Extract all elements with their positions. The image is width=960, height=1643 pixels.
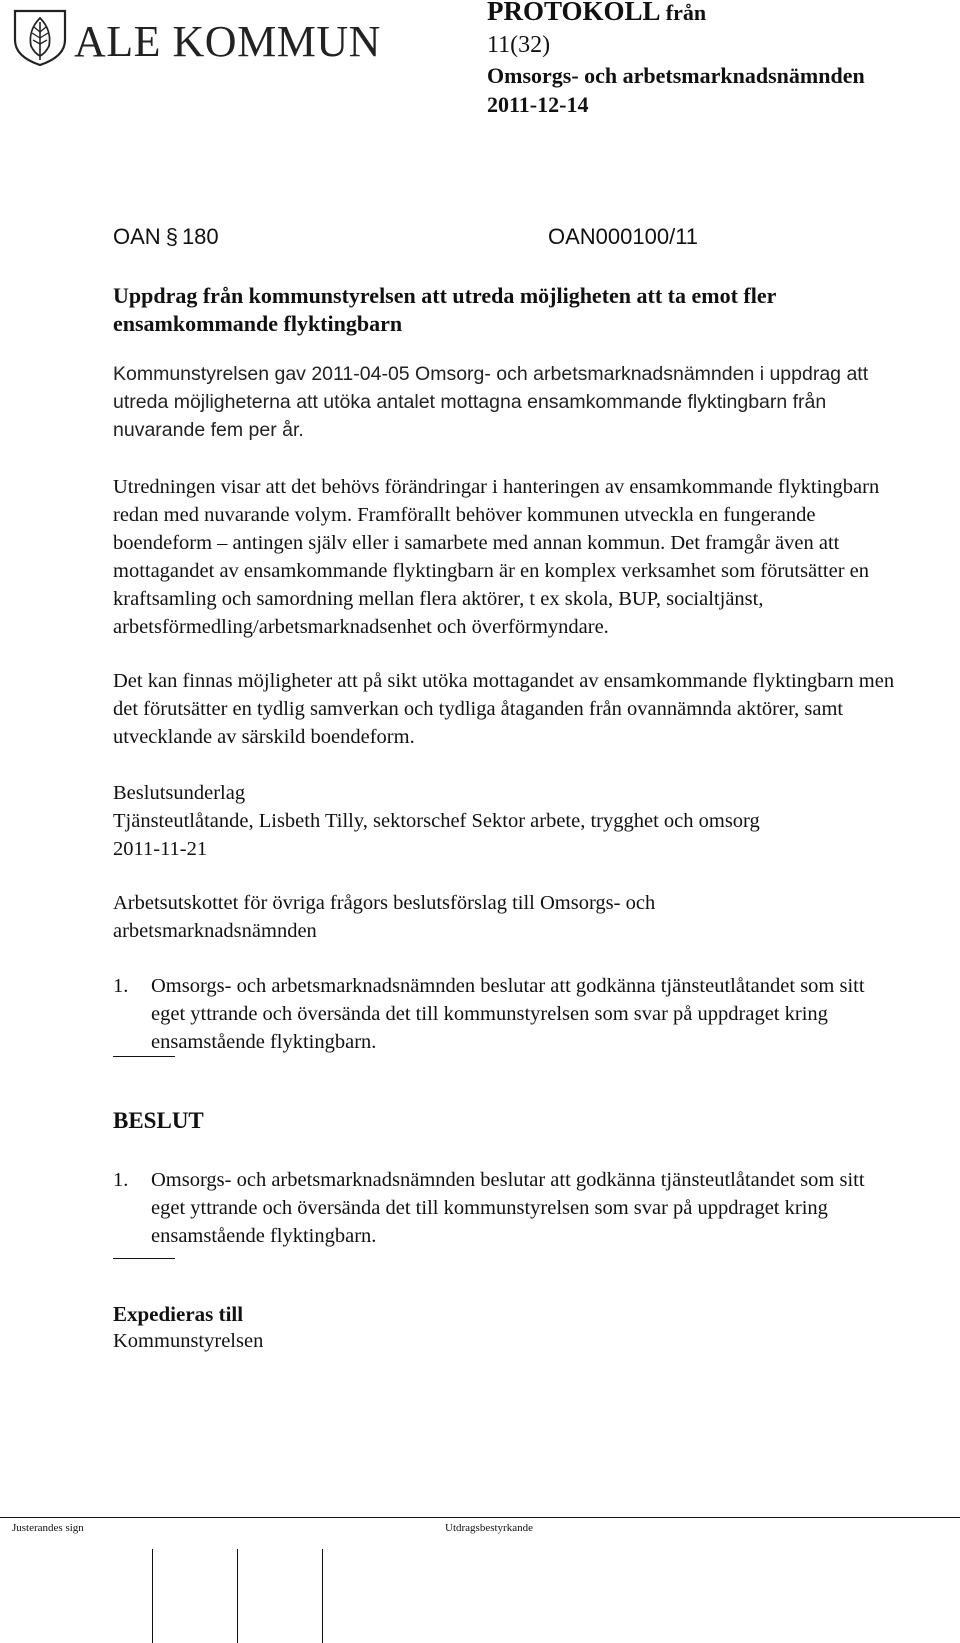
signature-box-divider xyxy=(152,1549,153,1643)
item-text: Omsorgs- och arbetsmarknadsnämnden beslutar att godkänna tjänsteutlåtandet som sitt eget yttrande och översända det till kommunstyrelsen som svar på uppdraget kring ensamstående flyktingbarn. xyxy=(151,975,865,1053)
divider xyxy=(113,1258,175,1259)
committee-proposal-item xyxy=(113,972,903,1056)
dispatch-recipient: Kommunstyrelsen xyxy=(113,1330,264,1352)
item-text: Omsorgs- och arbetsmarknadsnämnden beslutar att godkänna tjänsteutlåtandet som sitt eget yttrande och översända det till kommunstyrelsen som svar på uppdraget kring ensamstående flyktingbarn. xyxy=(151,1169,865,1247)
doc-type: PROTOKOLL från xyxy=(487,0,707,26)
basis-heading: Beslutsunderlag xyxy=(113,782,246,804)
footer-rule xyxy=(0,1517,960,1518)
paragraph-1: Kommunstyrelsen gav 2011-04-05 Omsorg- och arbetsmarknadsnämnden i uppdrag att utreda möjligheterna att utöka antalet mottagna ensamkommande flyktingbarn från nuvarande fem per år. xyxy=(113,363,869,441)
case-number-label: OAN xyxy=(113,224,161,249)
case-line xyxy=(113,224,903,250)
paragraph-3: Det kan finnas möjligheter att på sikt utöka mottagandet av ensamkommande flyktingbarn men det förutsätter en tydlig samverkan och tydliga åtaganden från ovannämnda aktörer, samt utvecklande av särskild boendeform. xyxy=(113,670,895,748)
signature-box-divider xyxy=(237,1549,238,1643)
sign-label: Justerandes sign xyxy=(12,1522,84,1534)
subject-heading: Uppdrag från kommunstyrelsen att utreda möjligheten att ta emot fler ensamkommande flyktingbarn xyxy=(113,283,776,336)
divider xyxy=(113,1056,175,1057)
decision-basis xyxy=(113,779,903,863)
item-number: 1. xyxy=(113,1169,129,1191)
meeting-date: 2011-12-14 xyxy=(487,92,589,117)
basis-date: 2011-11-21 xyxy=(113,838,208,860)
doc-type-suffix: från xyxy=(665,0,707,25)
decision-heading: BESLUT xyxy=(113,1108,204,1133)
section-symbol: § xyxy=(165,224,178,249)
case-reference: OAN000100/11 xyxy=(548,224,699,249)
basis-document: Tjänsteutlåtande, Lisbeth Tilly, sektorschef Sektor arbete, trygghet och omsorg xyxy=(113,810,760,832)
committee-proposal-intro: Arbetsutskottet för övriga frågors beslutsförslag till Omsorgs- och arbetsmarknadsnämnden xyxy=(113,892,656,942)
section-number: 180 xyxy=(181,224,219,249)
item-number: 1. xyxy=(113,975,129,997)
dispatch-heading: Expedieras till xyxy=(113,1302,244,1326)
paragraph-2: Utredningen visar att det behövs förändringar i hanteringen av ensamkommande flyktingbarn redan med nuvarande volym. Framförallt behöver kommunen utveckla en fungerande boendeform – antingen själv eller i samarbete med annan kommun. Det framgår även att mottagandet av ensamkommande flyktingbarn är en komplex verksamhet som förutsätter en kraftsamling och samordning mellan flera aktörer, t ex skola, BUP, socialtjänst, arbetsförmedling/arbetsmarknadsenhet och överförmyndare. xyxy=(113,476,880,638)
board-name: Omsorgs- och arbetsmarknadsnämnden xyxy=(487,63,865,88)
leaf-shield-icon xyxy=(12,8,68,66)
ale-kommun-logo xyxy=(12,8,392,66)
decision-item xyxy=(113,1166,903,1250)
page-number: 11(32) xyxy=(487,32,551,58)
org-name: ALE KOMMUN xyxy=(74,17,381,66)
extract-label: Utdragsbestyrkande xyxy=(445,1522,533,1534)
signature-box-divider xyxy=(322,1549,323,1643)
